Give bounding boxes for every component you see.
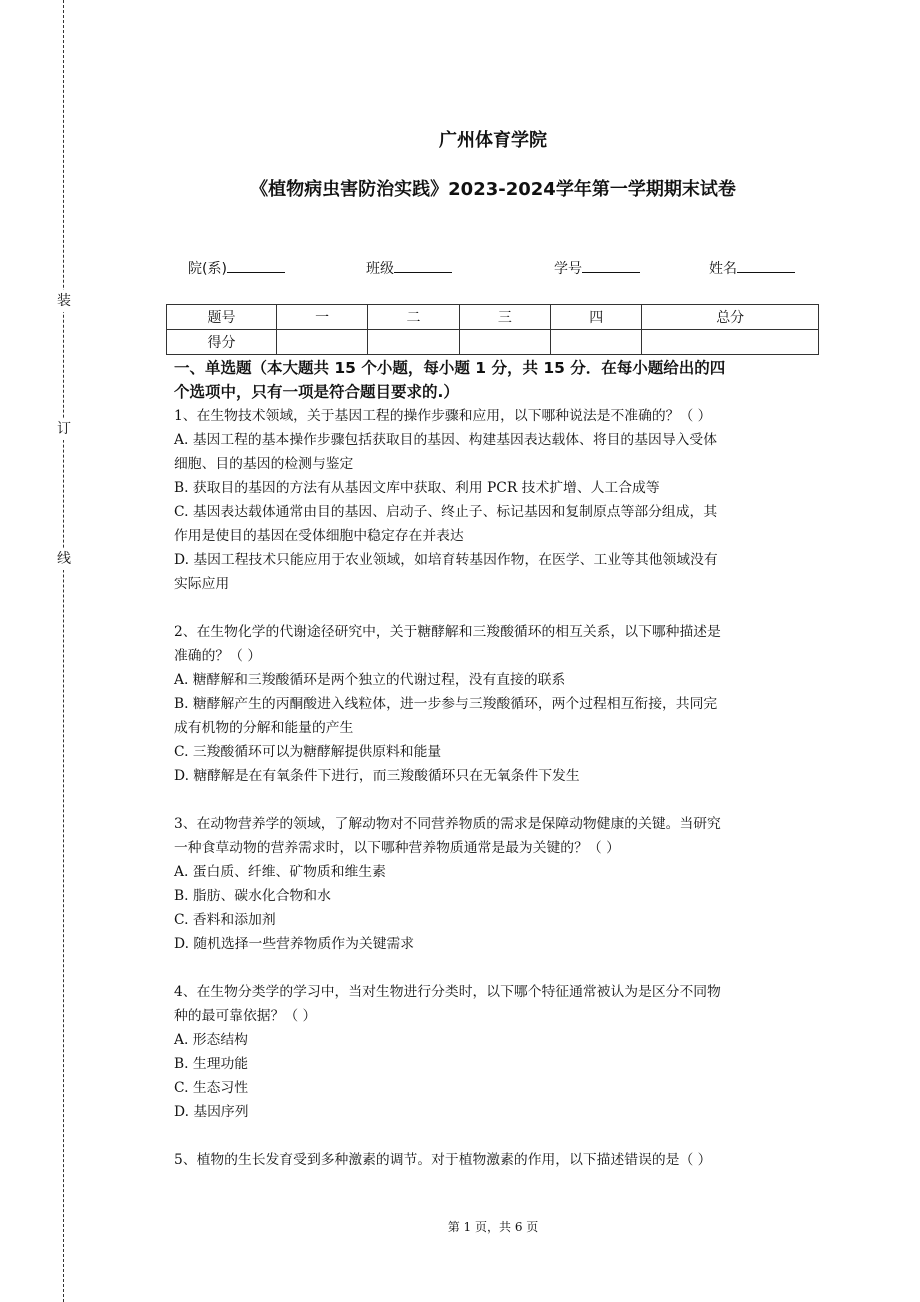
question-1-option-a-cont: 细胞、目的基因的检测与鉴定: [174, 456, 354, 472]
dept-blank[interactable]: [227, 258, 285, 273]
question-3-option-a: A. 蛋白质、纤维、矿物质和维生素: [174, 864, 386, 880]
question-4-option-d: D. 基因序列: [174, 1104, 249, 1120]
school-title: 广州体育学院: [439, 130, 547, 151]
section-heading-line: 个选项中，只有一项是符合题目要求的.）: [174, 383, 459, 401]
col-header-2: 二: [368, 305, 459, 330]
class-field: [366, 258, 452, 278]
question-4-option-c: C. 生态习性: [174, 1080, 249, 1096]
question-1-option-c: C. 基因表达载体通常由目的基因、启动子、终止子、标记基因和复制原点等部分组成，其: [174, 504, 718, 520]
question-4-stem-cont: 种的最可靠依据？（ ）: [174, 1008, 317, 1024]
question-1-stem: 1、在生物技术领域，关于基因工程的操作步骤和应用，以下哪种说法是不准确的？（ ）: [174, 408, 712, 424]
page-footer: 第 1 页，共 6 页: [447, 1220, 539, 1234]
question-4-option-a: A. 形态结构: [174, 1032, 248, 1048]
score-table-header-row: [167, 305, 819, 330]
score-cell[interactable]: [551, 330, 642, 355]
score-cell[interactable]: [368, 330, 459, 355]
question-3-option-c: C. 香料和添加剂: [174, 912, 276, 928]
exam-title: 《植物病虫害防治实践》2023-2024学年第一学期期末试卷: [250, 179, 736, 200]
question-1-option-b: B. 获取目的基因的方法有从基因文库中获取、利用 PCR 技术扩增、人工合成等: [174, 480, 660, 496]
class-label: 班级: [366, 261, 394, 277]
question-1-option-a: A. 基因工程的基本操作步骤包括获取目的基因、构建基因表达载体、将目的基因导入受体: [174, 432, 718, 448]
question-2-option-c: C. 三羧酸循环可以为糖酵解提供原料和能量: [174, 744, 442, 760]
col-header-3: 三: [459, 305, 550, 330]
dept-label: 院(系): [188, 261, 227, 277]
col-header-total: 总分: [642, 305, 819, 330]
question-3-stem-cont: 一种食草动物的营养需求时，以下哪种营养物质通常是最为关键的？（ ）: [174, 840, 620, 856]
question-1-option-d: D. 基因工程技术只能应用于农业领域，如培育转基因作物，在医学、工业等其他领域没有: [174, 552, 718, 568]
student-id-label: 学号: [554, 261, 582, 277]
question-2-option-b: B. 糖酵解产生的丙酮酸进入线粒体，进一步参与三羧酸循环，两个过程相互衔接，共同完: [174, 696, 718, 712]
exam-content: [174, 356, 820, 1172]
score-cell[interactable]: [277, 330, 368, 355]
question-4-option-b: B. 生理功能: [174, 1056, 249, 1072]
col-header-1: 一: [277, 305, 368, 330]
question-1-option-c-cont: 作用是使目的基因在受体细胞中稳定存在并表达: [174, 528, 464, 544]
question-3-option-d: D. 随机选择一些营养物质作为关键需求: [174, 936, 415, 952]
name-field: [709, 258, 795, 278]
question-2-stem-cont: 准确的？（ ）: [174, 648, 262, 664]
class-blank[interactable]: [394, 258, 452, 273]
score-table-score-row: [167, 330, 819, 355]
question-2-option-b-cont: 成有机物的分解和能量的产生: [174, 720, 354, 736]
score-table: [166, 304, 819, 355]
question-5-stem: 5、植物的生长发育受到多种激素的调节。对于植物激素的作用，以下描述错误的是（ ）: [174, 1152, 712, 1168]
row-header-question-no: 题号: [167, 305, 277, 330]
binding-char-ding: 订: [56, 418, 72, 440]
question-2-stem: 2、在生物化学的代谢途径研究中，关于糖酵解和三羧酸循环的相互关系，以下哪种描述是: [174, 624, 721, 640]
question-4-stem: 4、在生物分类学的学习中，当对生物进行分类时，以下哪个特征通常被认为是区分不同物: [174, 984, 721, 1000]
question-2-option-a: A. 糖酵解和三羧酸循环是两个独立的代谢过程，没有直接的联系: [174, 672, 566, 688]
question-1-option-d-cont: 实际应用: [174, 576, 230, 592]
binding-char-xian: 线: [56, 548, 72, 570]
dept-field: [188, 258, 285, 278]
student-id-field: [554, 258, 640, 278]
name-label: 姓名: [709, 261, 737, 277]
score-cell[interactable]: [459, 330, 550, 355]
score-cell-total[interactable]: [642, 330, 819, 355]
row-header-score: 得分: [167, 330, 277, 355]
binding-char-zhuang: 装: [56, 290, 72, 312]
question-2-option-d: D. 糖酵解是在有氧条件下进行，而三羧酸循环只在无氧条件下发生: [174, 768, 580, 784]
col-header-4: 四: [551, 305, 642, 330]
name-blank[interactable]: [737, 258, 795, 273]
section-heading-line: 一、单选题（本大题共 15 个小题，每小题 1 分，共 15 分．在每小题给出的四: [174, 359, 726, 377]
question-3-stem: 3、在动物营养学的领域，了解动物对不同营养物质的需求是保障动物健康的关键。当研究: [174, 816, 721, 832]
student-id-blank[interactable]: [582, 258, 640, 273]
question-3-option-b: B. 脂肪、碳水化合物和水: [174, 888, 331, 904]
